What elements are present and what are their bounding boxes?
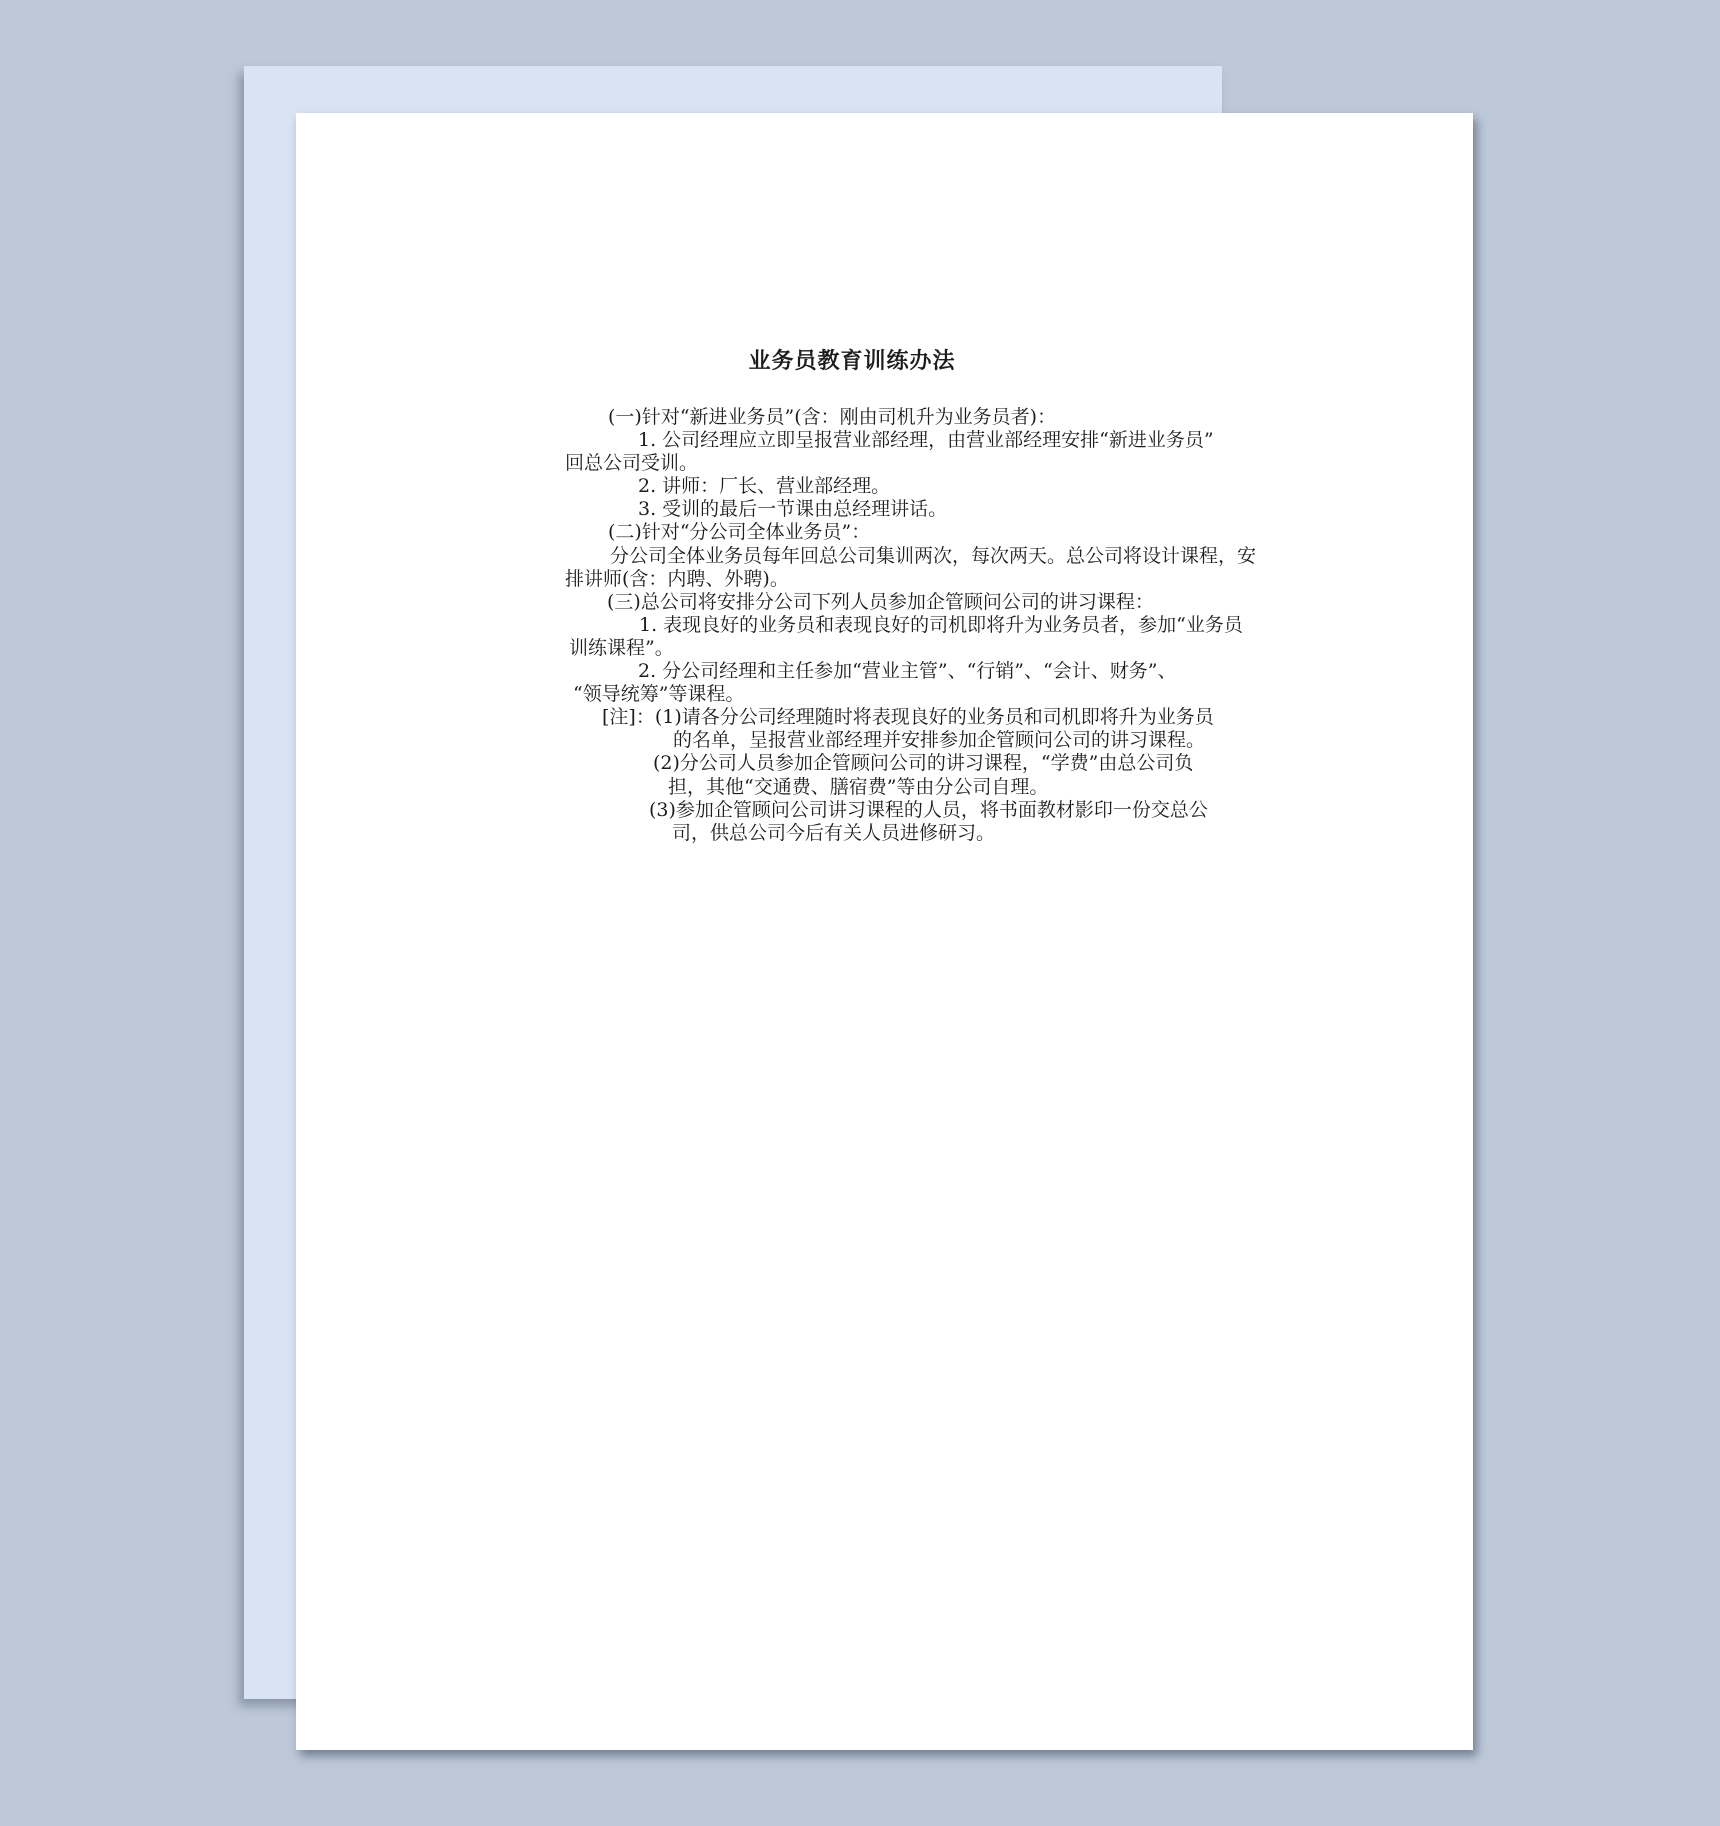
doc-line: 排讲师(含：内聘、外聘)。 (565, 567, 789, 590)
doc-line: 1. 公司经理应立即呈报营业部经理，由营业部经理安排“新进业务员” (638, 429, 1214, 452)
document-body (565, 406, 1257, 845)
doc-line: 分公司全体业务员每年回总公司集训两次，每次两天。总公司将设计课程，安 (610, 544, 1257, 567)
doc-line: 2. 分公司经理和主任参加“营业主管”、“行销”、“会计、财务”、 (638, 660, 1177, 683)
document-title: 业务员教育训练办法 (748, 348, 956, 374)
doc-line: 回总公司受训。 (565, 452, 699, 475)
doc-line: (三)总公司将安排分公司下列人员参加企管顾问公司的讲习课程： (607, 590, 1154, 613)
doc-line: 的名单，呈报营业部经理并安排参加企管顾问公司的讲习课程。 (673, 729, 1206, 752)
doc-line: (2)分公司人员参加企管顾问公司的讲习课程，“学费”由总公司负 (653, 752, 1194, 775)
doc-line: 3. 受训的最后一节课由总经理讲话。 (638, 498, 948, 521)
doc-line: 司，供总公司今后有关人员进修研习。 (672, 821, 996, 844)
doc-line: [注]：(1)请各分公司经理随时将表现良好的业务员和司机即将升为业务员 (602, 706, 1214, 729)
doc-line: (一)针对“新进业务员”(含：刚由司机升为业务员者)： (608, 406, 1057, 428)
doc-line: 训练课程”。 (569, 636, 674, 659)
doc-line: 2. 讲师：厂长、营业部经理。 (638, 475, 891, 498)
doc-line: (二)针对“分公司全体业务员”： (608, 521, 871, 544)
document-page (296, 113, 1473, 1750)
doc-line: “领导统筹”等课程。 (573, 683, 745, 706)
doc-line: 1. 表现良好的业务员和表现良好的司机即将升为业务员者，参加“业务员 (639, 613, 1243, 636)
doc-line: (3)参加企管顾问公司讲习课程的人员，将书面教材影印一份交总公 (649, 798, 1208, 821)
doc-line: 担，其他“交通费、膳宿费”等由分公司自理。 (668, 775, 1049, 798)
